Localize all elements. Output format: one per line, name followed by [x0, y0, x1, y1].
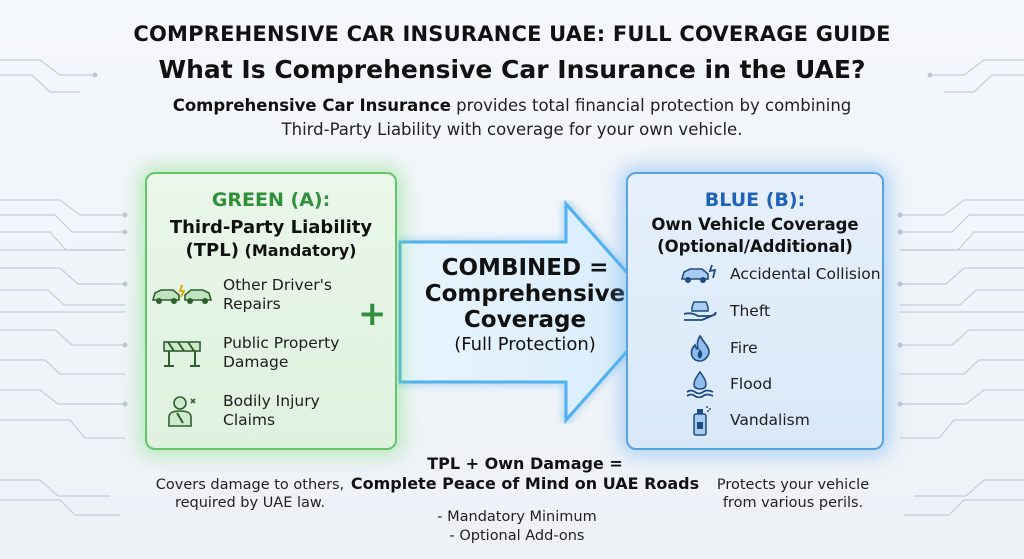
blue-item-label: Flood: [730, 374, 773, 393]
main-title: COMPREHENSIVE CAR INSURANCE UAE: FULL COVERAGE GUIDE: [133, 22, 891, 46]
point-optional: - Optional Add-ons: [449, 528, 585, 544]
blue-item-flood: [680, 370, 772, 398]
bottom-line2: Complete Peace of Mind on UAE Roads: [350, 474, 700, 493]
flood-icon: [680, 370, 720, 398]
combined-line4: (Full Protection): [454, 334, 596, 355]
green-panel-code: GREEN (A):: [211, 189, 331, 211]
blue-note: Protects your vehicle from various perils.: [716, 477, 870, 511]
green-name-tpl: (TPL): [185, 240, 239, 261]
green-note: Covers damage to others, required by UAE law.: [155, 477, 345, 511]
theft-hand-car-icon: [680, 298, 720, 324]
green-item-injury: [151, 392, 320, 430]
sub-title: What Is Comprehensive Car Insurance in the UAE?: [158, 55, 866, 84]
blue-item-collision: [680, 262, 881, 286]
plus-sign: +: [358, 294, 387, 334]
bottom-line1: TPL + Own Damage =: [427, 454, 623, 473]
blue-item-label: Vandalism: [730, 410, 810, 429]
combined-line1: COMBINED =: [441, 255, 609, 281]
green-name-line1: Third-Party Liability: [169, 217, 373, 238]
fire-icon: [680, 334, 720, 362]
intro-bold: Comprehensive Car Insurance: [172, 96, 451, 115]
intro-line2: Third-Party Liability with coverage for your own vehicle.: [281, 120, 743, 139]
blue-name-line1: Own Vehicle Coverage: [651, 215, 859, 234]
green-name-mandatory: (Mandatory): [238, 241, 357, 260]
car-collision-icon: [680, 262, 720, 286]
point-mandatory: - Mandatory Minimum: [437, 509, 597, 525]
blue-item-theft: [680, 298, 770, 324]
spray-can-icon: [680, 404, 720, 436]
combined-label: [400, 255, 650, 357]
green-item-label: Public Property Damage: [223, 334, 340, 371]
blue-panel-code: BLUE (B):: [704, 189, 806, 211]
combined-line3: Coverage: [463, 307, 587, 333]
blue-item-label: Theft: [730, 301, 771, 320]
blue-item-label: Fire: [730, 338, 758, 357]
road-barrier-icon: [151, 338, 213, 368]
blue-panel-name: [628, 214, 882, 258]
blue-panel: [626, 172, 884, 450]
green-item-property: [151, 334, 339, 372]
green-item-label: Bodily Injury Claims: [223, 392, 320, 429]
injured-person-icon: [151, 395, 213, 427]
blue-item-label: Accidental Collision: [730, 264, 881, 283]
combined-line2: Comprehensive: [424, 281, 626, 307]
bottom-summary: [350, 454, 700, 494]
car-crash-icon: [151, 282, 213, 308]
green-item-label: Other Driver's Repairs: [223, 276, 332, 313]
blue-item-vandalism: [680, 404, 810, 436]
intro-rest: provides total financial protection by combining: [450, 96, 852, 115]
intro-text: [150, 94, 874, 142]
bottom-points: [412, 508, 622, 546]
green-item-repairs: [151, 276, 332, 314]
green-panel-name: [147, 216, 395, 262]
blue-item-fire: [680, 334, 758, 362]
blue-name-line2: (Optional/Additional): [657, 237, 853, 256]
